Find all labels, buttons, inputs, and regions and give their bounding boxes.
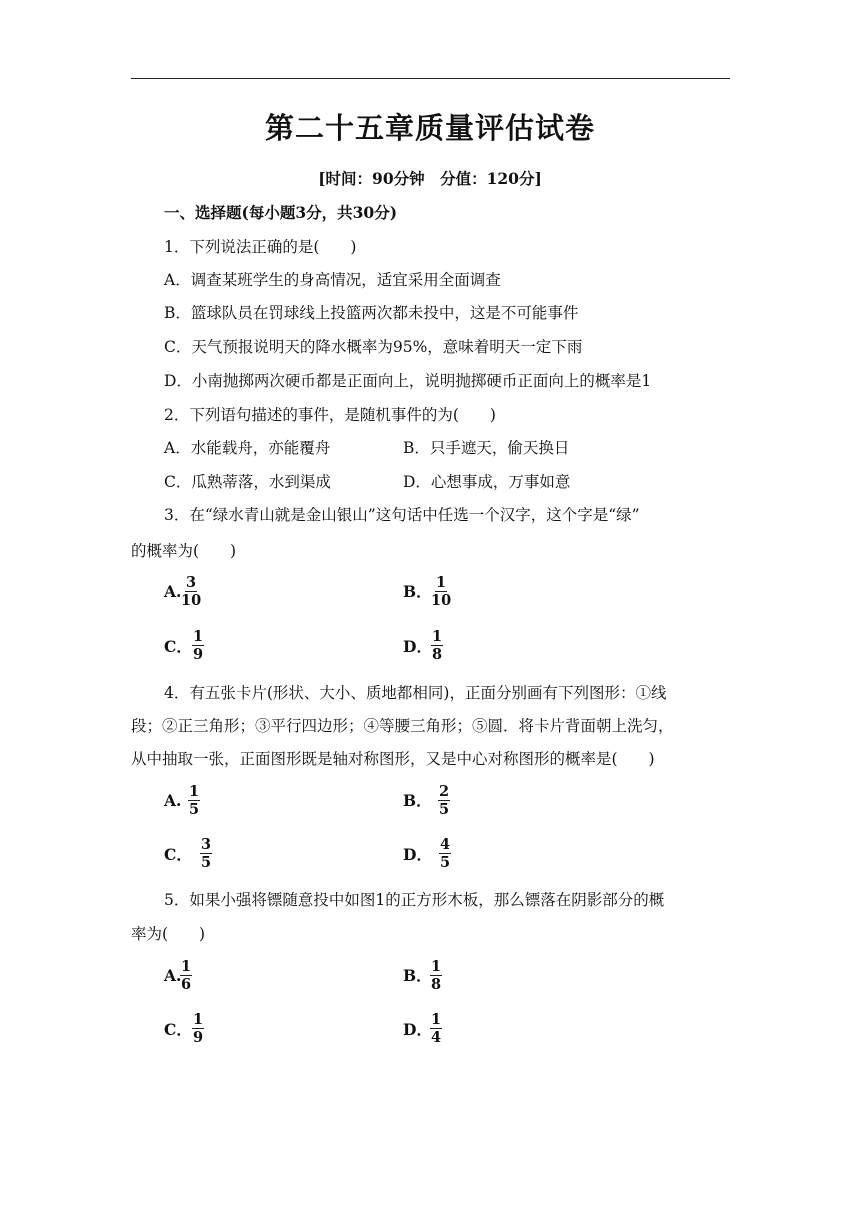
question-2-option-a: A．水能载舟，亦能覆舟 [164,439,331,457]
question-1-option-b: B．篮球队员在罚球线上投篮两次都未投中，这是不可能事件 [164,304,579,322]
fraction-numerator: 3 [201,836,212,853]
question-5-label-a: A. [164,966,182,985]
question-4-fraction-d [439,836,451,871]
question-1-option-c: C．天气预报说明天的降水概率为95%，意味着明天一定下雨 [164,338,583,356]
question-1-option-a: A．调查某班学生的身高情况，适宜采用全面调查 [164,271,501,289]
question-4-fraction-a [188,783,200,818]
fraction-numerator: 2 [439,783,450,800]
question-4-stem-line-3: 从中抽取一张，正面图形既是轴对称图形，又是中心对称图形的概率是( ) [131,750,655,768]
question-3-stem-line-1: 3．在“绿水青山就是金山银山”这句话中任选一个汉字，这个字是“绿” [164,506,640,524]
question-4-label-b: B． [403,791,432,810]
fraction-denominator: 5 [201,854,212,871]
fraction-numerator: 4 [440,836,451,853]
fraction-numerator: 3 [186,574,197,591]
fraction-numerator: 1 [181,958,192,975]
question-5-stem-line-1: 5．如果小强将镖随意投中如图1的正方形木板，那么镖落在阴影部分的概 [164,891,665,909]
fraction-numerator: 1 [436,574,447,591]
fraction-numerator: 1 [431,1011,442,1028]
question-2-option-b: B．只手遮天，偷天换日 [403,439,570,457]
fraction-numerator: 1 [193,1011,204,1028]
question-3-stem-line-2: 的概率为( ) [131,542,237,560]
fraction-denominator: 8 [432,646,443,663]
question-5-fraction-a [180,958,192,993]
fraction-numerator: 1 [193,628,204,645]
question-4-fraction-b [438,783,450,818]
question-5-fraction-c [192,1011,204,1046]
header-rule [131,78,730,79]
question-3-fraction-d [431,628,443,663]
fraction-denominator: 9 [193,646,204,663]
fraction-denominator: 8 [431,976,442,993]
question-2-stem: 2．下列语句描述的事件，是随机事件的为( ) [164,406,496,424]
fraction-denominator: 10 [431,592,452,609]
fraction-denominator: 10 [181,592,202,609]
question-3-label-a: A. [164,582,182,601]
section-heading: 一、选择题(每小题3分，共30分) [164,203,398,222]
question-3-fraction-b [430,574,452,609]
question-2-option-d: D．心想事成，万事如意 [403,473,571,491]
fraction-numerator: 1 [432,628,443,645]
fraction-denominator: 5 [440,854,451,871]
question-5-label-b: B． [403,966,432,985]
question-3-label-c: C． [164,637,192,656]
question-5-fraction-d [430,1011,442,1046]
fraction-denominator: 9 [193,1029,204,1046]
question-4-stem-line-1: 4．有五张卡片(形状、大小、质地都相同)，正面分别画有下列图形：①线 [164,684,667,702]
fraction-denominator: 4 [431,1029,442,1046]
question-1-option-d: D．小南抛掷两次硬币都是正面向上，说明抛掷硬币正面向上的概率是1 [164,372,652,390]
page-title: 第二十五章质量评估试卷 [264,111,595,145]
fraction-denominator: 5 [439,801,450,818]
question-5-label-d: D． [403,1020,432,1039]
question-2-option-c: C．瓜熟蒂落，水到渠成 [164,473,331,491]
question-3-label-d: D． [403,637,432,656]
question-4-label-a: A. [164,791,182,810]
question-4-label-c: C． [164,845,192,864]
fraction-numerator: 1 [189,783,200,800]
fraction-numerator: 1 [431,958,442,975]
question-5-label-c: C． [164,1020,192,1039]
fraction-denominator: 6 [181,976,192,993]
question-1-stem: 1．下列说法正确的是( ) [164,238,357,256]
question-3-fraction-a [180,574,202,609]
question-5-fraction-b [430,958,442,993]
question-5-stem-line-2: 率为( ) [131,925,206,943]
question-3-fraction-c [192,628,204,663]
question-4-label-d: D． [403,845,432,864]
exam-info: [时间：90分钟 分值：120分] [318,169,542,188]
question-4-fraction-c [200,836,212,871]
question-3-label-b: B． [403,582,432,601]
fraction-denominator: 5 [189,801,200,818]
question-4-stem-line-2: 段；②正三角形；③平行四边形；④等腰三角形；⑤圆．将卡片背面朝上洗匀， [131,717,674,735]
